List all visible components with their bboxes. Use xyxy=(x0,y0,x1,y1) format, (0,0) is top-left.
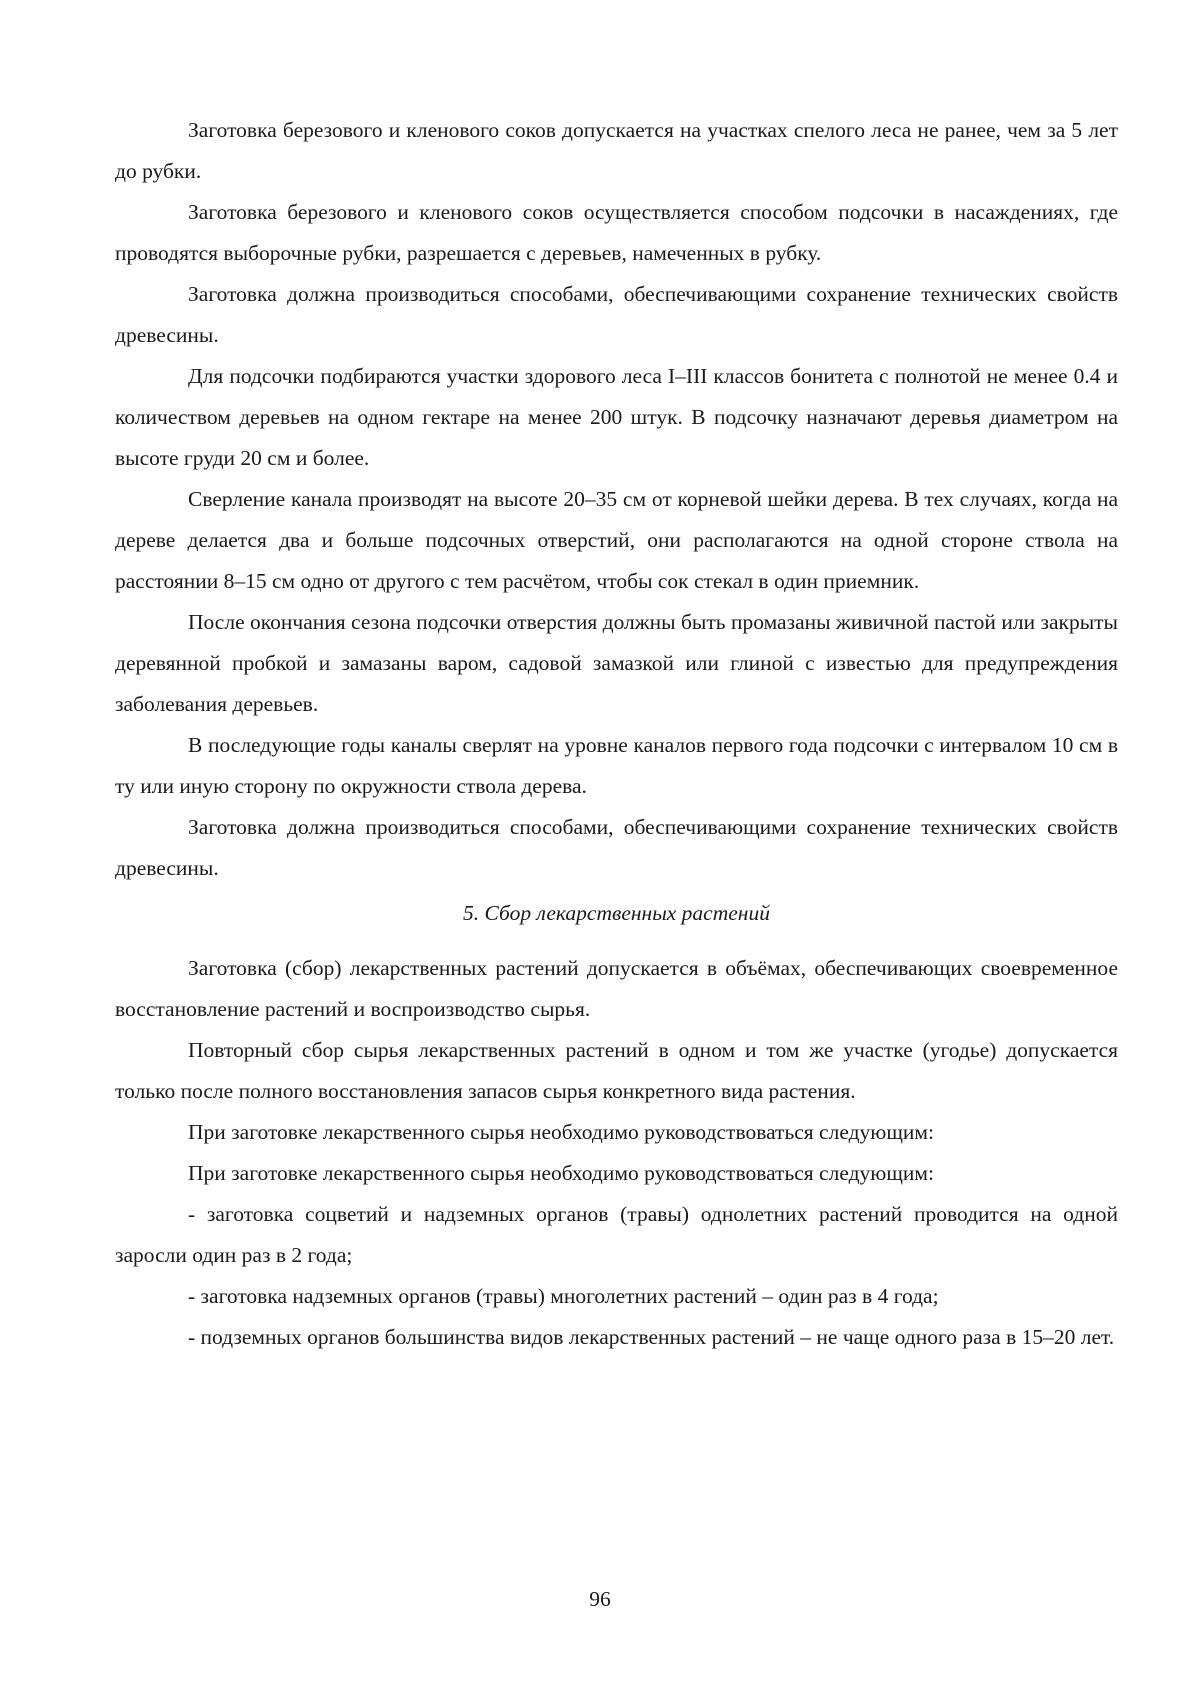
page-number: 96 xyxy=(589,1587,611,1611)
paragraph: После окончания сезона подсочки отверстия должны быть промазаны живичной пастой или закрыты деревянной пробкой и замазаны варом, садовой замазкой или глиной с известью для предупреждения заболевания деревьев. xyxy=(115,610,1118,716)
paragraph: Заготовка должна производиться способами, обеспечивающими сохранение технических свойств древесины. xyxy=(115,282,1118,347)
paragraph: Заготовка (сбор) лекарственных растений допускается в объёмах, обеспечивающих своевременное восстановление растений и воспроизводство сырья. xyxy=(115,956,1118,1021)
section-heading: 5. Сбор лекарственных растений xyxy=(463,901,770,925)
paragraph: При заготовке лекарственного сырья необходимо руководствоваться следующим: xyxy=(188,1161,934,1185)
paragraph: Заготовка должна производиться способами, обеспечивающими сохранение технических свойств древесины. xyxy=(115,815,1118,880)
list-item: - заготовка надземных органов (травы) многолетних растений – один раз в 4 года; xyxy=(188,1284,939,1308)
list-item: - заготовка соцветий и надземных органов (травы) однолетних растений проводится на одной заросли один раз в 2 года; xyxy=(115,1202,1118,1267)
paragraph: При заготовке лекарственного сырья необходимо руководствоваться следующим: xyxy=(188,1120,934,1144)
paragraph: В последующие годы каналы сверлят на уровне каналов первого года подсочки с интервалом 10 см в ту или иную сторону по окружности ствола дерева. xyxy=(115,733,1118,798)
paragraph: Заготовка березового и кленового соков осуществляется способом подсочки в насаждениях, где проводятся выборочные рубки, разрешается с деревьев, намеченных в рубку. xyxy=(115,200,1118,265)
document-body xyxy=(115,110,1118,1358)
list-item: - подземных органов большинства видов лекарственных растений – не чаще одного раза в 15–20 лет. xyxy=(188,1325,1115,1349)
paragraph: Заготовка березового и кленового соков допускается на участках спелого леса не ранее, чем за 5 лет до рубки. xyxy=(115,118,1118,183)
paragraph: Повторный сбор сырья лекарственных растений в одном и том же участке (угодье) допускается только после полного восстановления запасов сырья конкретного вида растения. xyxy=(115,1038,1118,1103)
paragraph: Для подсочки подбираются участки здорового леса I–III классов бонитета с полнотой не менее 0.4 и количеством деревьев на одном гектаре на менее 200 штук. В подсочку назначают деревья диаметром на высоте груди 20 см и более. xyxy=(115,364,1118,470)
paragraph: Сверление канала производят на высоте 20–35 см от корневой шейки дерева. В тех случаях, когда на дереве делается два и больше подсочных отверстий, они располагаются на одной стороне ствола на расстоянии 8–15 см одно от другого с тем расчётом, чтобы сок стекал в один приемник. xyxy=(115,487,1118,593)
